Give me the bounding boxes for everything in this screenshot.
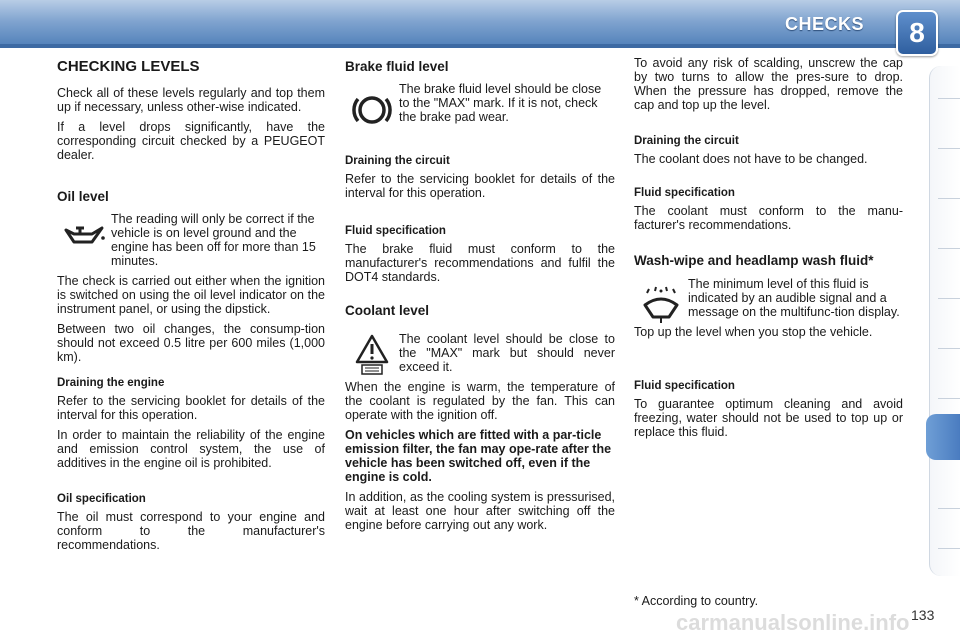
footnote: * According to country. [634,594,759,608]
brake-text: The brake fluid level should be close to the "MAX" mark. If it is not, check the brake pad wear. [399,82,602,124]
drain-text: The coolant does not have to be changed. [634,152,868,166]
coolant-warning-text: On vehicles which are fitted with a par-ticle emission filter, the fan may ope-rate after the vehicle has been switched off, even if the engine is cold. [345,428,612,484]
oil-spec-heading: Oil specification [57,493,146,505]
tab-divider [938,98,960,99]
coolant-text: In addition, as the cooling system is pressurised, wait at least one hour after switching off the engine before carrying out any work. [345,490,615,532]
fluid-spec-heading: Fluid specification [345,225,446,237]
header-band [0,44,960,48]
right-column [634,56,903,445]
coolant-heading: Coolant level [345,303,430,318]
tab-divider [938,348,960,349]
tab-divider [938,508,960,509]
drain-text: Refer to the servicing booklet for details of the interval for this operation. [345,172,615,200]
page-number: 133 [911,607,935,623]
tab-divider [938,398,960,399]
header-bar [0,0,960,48]
coolant-text: When the engine is warm, the temperature of the coolant is regulated by the fan. This can operate with the ignition off. [345,380,615,422]
active-chapter-tab[interactable] [926,414,960,460]
drain-text: In order to maintain the reliability of the engine and emission control system, the use of additives in the engine oil is prohibited. [57,428,325,470]
wash-spec-text: To guarantee optimum cleaning and avoid freezing, water should not be used to top up or replace this fluid. [634,397,903,439]
tab-divider [938,148,960,149]
oil-text: The reading will only be correct if the vehicle is on level ground and the engine has been off for more than 15 minutes. [111,212,316,268]
drain-text: Refer to the servicing booklet for details of the interval for this operation. [57,394,325,422]
oil-level-heading: Oil level [57,189,109,204]
wash-wipe-heading: Wash-wipe and headlamp wash fluid* [634,253,874,268]
fluid-spec-heading: Fluid specification [634,187,735,199]
chapter-number-badge: 8 [896,10,938,56]
fluid-spec-heading: Fluid specification [634,380,735,392]
oil-text: The check is carried out either when the ignition is switched on using the oil level indicator on the instrument panel, or using the dipstick. [57,274,325,316]
washer-fluid-icon [634,277,688,325]
wash-text: The minimum level of this fluid is indicated by an audible signal and a message on the multifunc-tion display. [688,277,900,319]
coolant-warning-icon [345,332,399,380]
fluid-spec-text: The coolant must conform to the manu-facturer's recommendations. [634,204,903,232]
intro-paragraph: If a level drops significantly, have the corresponding circuit checked by a PEUGEOT dealer. [57,120,325,162]
brake-warning-icon [345,82,399,130]
left-column [57,56,325,558]
draining-heading: Draining the circuit [345,155,450,167]
oil-spec-text: The oil must correspond to your engine and conform to the manufacturer's recommendations. [57,510,325,552]
watermark: carmanualsonline.info [676,610,910,635]
chapter-title: CHECKS [784,14,864,34]
coolant-text: The coolant level should be close to the "MAX" mark but should never exceed it. [399,332,615,374]
fluid-spec-text: The brake fluid must conform to the manufacturer's recommendations and fulfil the DOT4 standards. [345,242,615,284]
intro-paragraph: Check all of these levels regularly and top them up if necessary, unless other-wise indicated. [57,86,325,114]
section-heading: CHECKING LEVELS [57,58,200,75]
draining-heading: Draining the engine [57,377,165,389]
draining-heading: Draining the circuit [634,135,739,147]
tab-divider [938,548,960,549]
scald-warning-text: To avoid any risk of scalding, unscrew the cap by two turns to allow the pres-sure to drop. When the pressure has dropped, remove the cap and top up the level. [634,56,903,112]
wash-text: Top up the level when you stop the vehicle. [634,325,873,339]
brake-fluid-heading: Brake fluid level [345,59,449,74]
tab-divider [938,198,960,199]
tab-divider [938,298,960,299]
oil-text: Between two oil changes, the consump-tion should not exceed 0.5 litre per 600 miles (1,000 km). [57,322,325,364]
tab-divider [938,248,960,249]
middle-column [345,56,615,538]
oil-can-icon [57,212,111,274]
chapter-tabs [929,66,960,576]
